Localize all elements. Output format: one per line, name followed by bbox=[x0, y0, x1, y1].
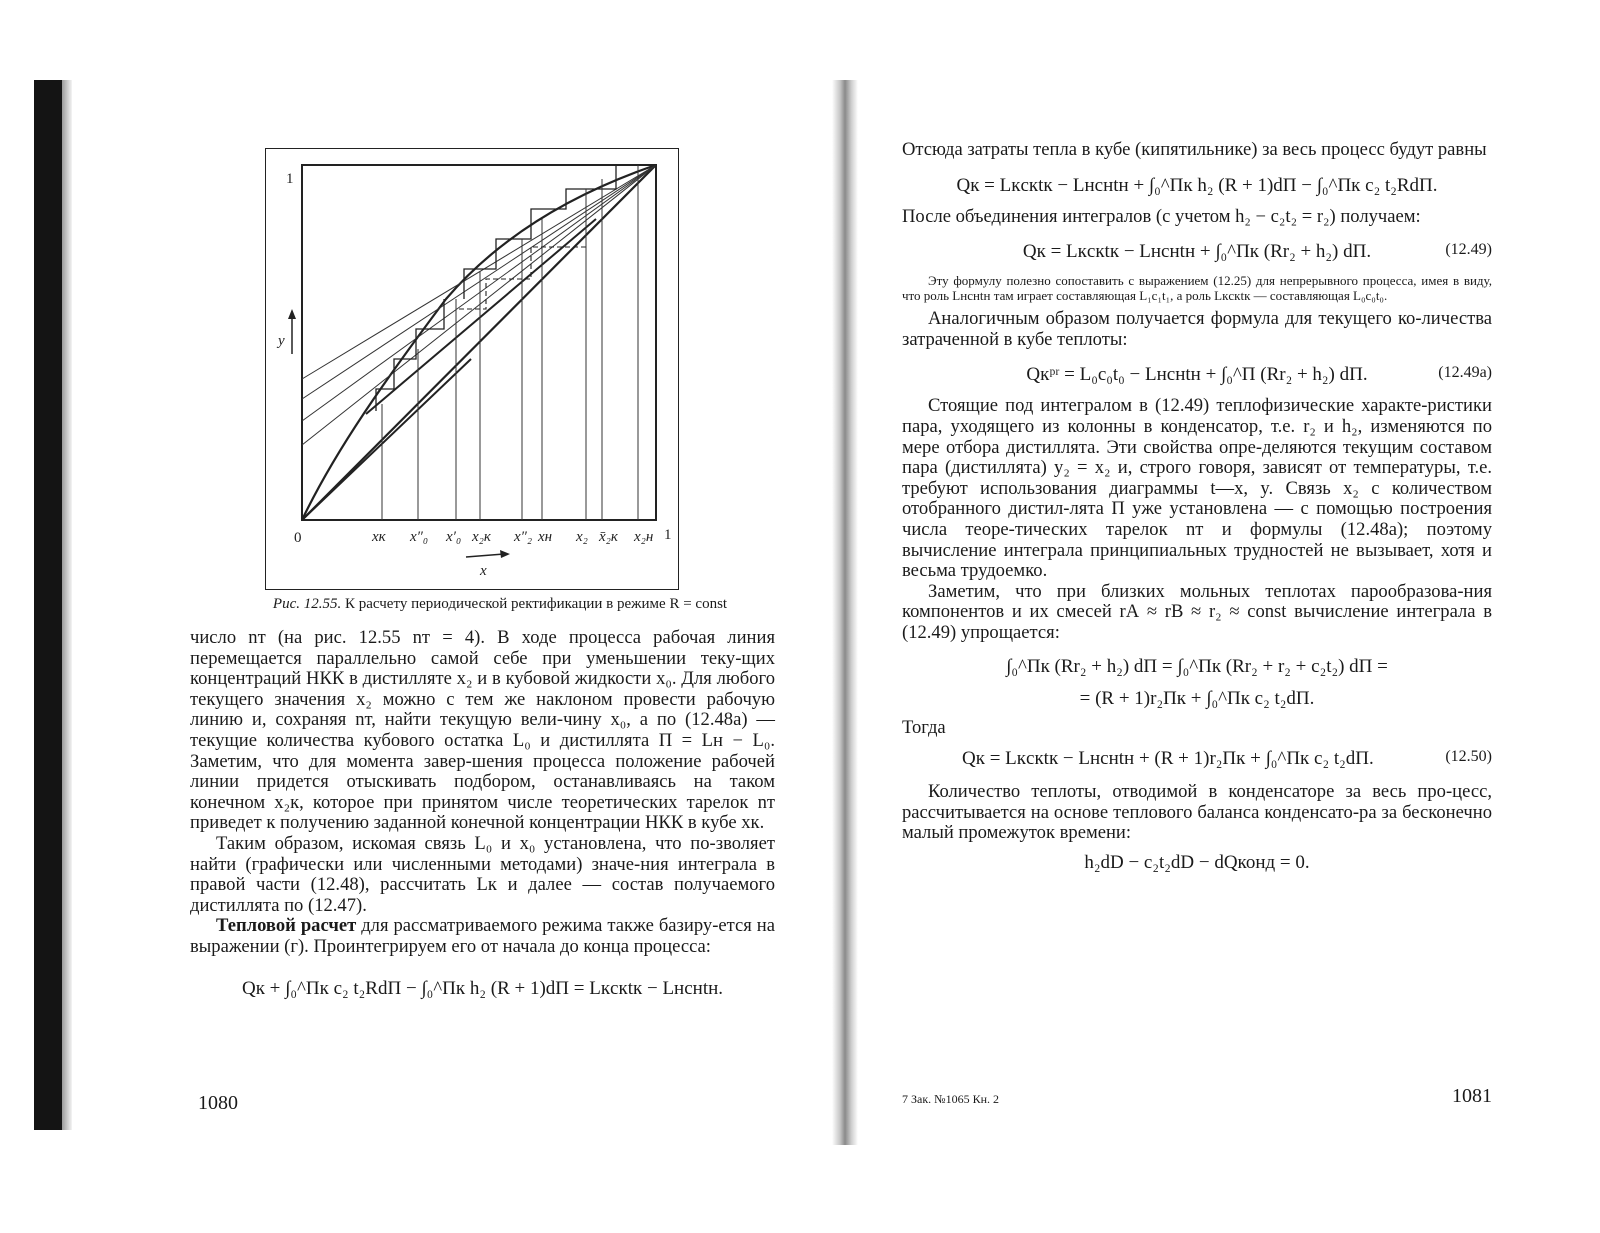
tick-label-x2k-bar: x̄₂к bbox=[599, 529, 618, 545]
x-axis-arrow bbox=[466, 554, 504, 557]
left-paragraph-2: Таким образом, искомая связь L₀ и x₀ установлена, что по-зволяет найти (графически или численными методами) значе-ния интеграла в правой части (12.48), рассчитать Lк и далее — состав получаемого дистиллята по (12.47). bbox=[190, 832, 775, 916]
working-line-bold-1 bbox=[302, 359, 471, 520]
figure-caption bbox=[210, 596, 790, 613]
working-line-4 bbox=[302, 165, 656, 445]
formula-12-49-row bbox=[902, 241, 1492, 263]
step-construction-upper bbox=[464, 165, 656, 299]
book-gutter bbox=[832, 80, 858, 1145]
working-line-bold-2 bbox=[366, 219, 596, 414]
x-axis-label: x bbox=[480, 563, 487, 579]
right-paragraph-2: После объединения интегралов (с учетом h₂ − c₂t₂ = r₂) получаем: bbox=[902, 205, 1421, 227]
y-arrow-head bbox=[288, 309, 296, 319]
formula-12-49a: Qкᵖʳ = L₀c₀t₀ − Lнcнtн + ∫₀^П (Rr₂ + h₂) dП. bbox=[1026, 364, 1368, 386]
eq-number-12-49: (12.49) bbox=[1445, 241, 1492, 259]
vertical-drop-lines bbox=[382, 165, 638, 520]
tick-label-x0-dd: x″₀ bbox=[410, 529, 429, 545]
mccabe-thiele-diagram bbox=[266, 149, 678, 589]
formula-12-49: Qк = Lкcкtк − Lнcнtн + ∫₀^Пк (Rr₂ + h₂) dП. bbox=[1022, 241, 1372, 263]
right-paragraph-1: Отсюда затраты тепла в кубе (кипятильнике) за весь процесс будут равны bbox=[902, 139, 1487, 160]
y-top-label: 1 bbox=[286, 171, 294, 187]
left-body-text bbox=[190, 628, 775, 1000]
footnote-text: Эту формулу полезно сопоставить с выражением (12.25) для непрерывного процесса, имея в виду, что роль Lнcнtн там играет составляющая L₁c₁t₁, а роль Lкcкtк — составляющая L₀c₀t₀. bbox=[902, 273, 1492, 304]
x-arrow-head bbox=[500, 550, 510, 558]
left-page bbox=[190, 140, 790, 1130]
tick-label-x2: x₂ bbox=[576, 529, 588, 545]
formula-12-49a-row bbox=[902, 364, 1492, 386]
working-line-1 bbox=[302, 165, 656, 379]
tick-label-xk: xк bbox=[372, 529, 386, 545]
tick-label-xn: xн bbox=[538, 529, 553, 545]
right-page bbox=[902, 140, 1492, 1130]
bold-rest: для рассматриваемого режима также базиру-ется на выражении (г). Проинтегрируем его от начала до конца процесса: bbox=[190, 915, 775, 957]
figure-frame bbox=[265, 148, 679, 590]
left-paragraph-3 bbox=[190, 916, 775, 957]
formula-12-50-row bbox=[902, 748, 1492, 770]
footer-signature: 7 Зак. №1065 Кн. 2 bbox=[902, 1092, 1000, 1106]
formula-qk-1: Qк = Lкcкtк − Lнcнtн + ∫₀^Пк h₂ (R + 1)dП − ∫₀^Пк c₂ t₂RdП. bbox=[956, 174, 1438, 196]
right-paragraph-tog: Тогда bbox=[902, 716, 946, 738]
tick-label-x2k: x₂к bbox=[472, 529, 491, 545]
tick-label-x2n: x₂н bbox=[634, 529, 654, 545]
x-end-label: 1 bbox=[664, 527, 672, 543]
right-paragraph-3: Аналогичным образом получается формула для текущего ко-личества затраченной в кубе теплоты: bbox=[902, 308, 1492, 350]
working-line-2 bbox=[302, 165, 656, 399]
left-formula: Qк + ∫₀^Пк c₂ t₂RdП − ∫₀^Пк h₂ (R + 1)dП = Lкcкtк − Lнcнtн. bbox=[241, 977, 724, 999]
formula-12-50: Qк = Lкcкtк − Lнcнtн + (R + 1)r₂Пк + ∫₀^Пк c₂ t₂dП. bbox=[962, 748, 1374, 770]
scan-edge-shadow bbox=[62, 80, 72, 1130]
formula-integral-b: = (R + 1)r₂Пк + ∫₀^Пк c₂ t₂dП. bbox=[1079, 687, 1315, 709]
page-number-right: 1081 bbox=[1452, 1085, 1492, 1107]
bold-lead: Тепловой расчет bbox=[216, 915, 357, 937]
page-number-left: 1080 bbox=[198, 1092, 238, 1114]
right-paragraph-5: Заметим, что при близких мольных теплотах парообразова-ния компонентов и их смесей rА ≈ rВ ≈ r₂ ≈ const вычисление интеграла в (12.49) упрощается: bbox=[902, 580, 1492, 643]
left-paragraph-1: число nт (на рис. 12.55 nт = 4). В ходе процесса рабочая линия перемещается параллельно самой себе при уменьшении теку-щих концентраций НКК в дистилляте x₂ и в кубовой жидкости x₀. Для любого текущего значения x₂ можно с тем же наклоном провести рабочую линию и, сохраняя nт, найти текущую вели-чину x₀, а по (12.48а) — текущие количества кубового остатка L₀ и дистиллята П = Lн − L₀. Заметим, что для момента завер-шения процесса положение рабочей линии придется отыскивать подбором, останавливаясь на таком конечном x₂к, которое при принятом числе теоретических тарелок nт приведет к получению заданной конечной концентрации НКК в кубе xк. bbox=[190, 627, 775, 834]
tick-label-x0-d: x′₀ bbox=[446, 529, 462, 545]
caption-text: К расчету периодической ректификации в режиме R = const bbox=[341, 596, 728, 612]
diagonal-line bbox=[302, 165, 656, 520]
tick-label-x2-dd: x″₂ bbox=[514, 529, 533, 545]
right-paragraph-4: Стоящие под интегралом в (12.49) теплофизические характе-ристики пара, уходящего из колонны в конденсатор, т.е. r₂ и h₂, изменяются по мере отбора дистиллята. Эти свойства опре-деляются текущим составом пара (дистиллята) y₂ = x₂ и, строго говоря, зависят от температуры, т.е. требуют использования диаграммы t—x, y. Связь x₂ с количеством отобранного дистил-лята П уже установлена — с помощью построения числа теоре-тических тарелок nт и формулы (12.48а); поэтому вычисление интеграла принципиальных трудностей не вызывает, хотя и весьма трудоемко. bbox=[902, 395, 1492, 582]
eq-number-12-50: (12.50) bbox=[1445, 748, 1492, 766]
y-axis-label: y bbox=[278, 333, 285, 349]
scan-dark-edge bbox=[34, 80, 62, 1130]
caption-number: Рис. 12.55. bbox=[272, 596, 342, 612]
right-paragraph-7: Количество теплоты, отводимой в конденсаторе за весь про-цесс, рассчитывается на основе теплового баланса конденсато-ра за бесконечно малый промежуток времени: bbox=[902, 781, 1492, 844]
eq-number-12-49a: (12.49а) bbox=[1438, 364, 1492, 382]
formula-condenser: h₂dD − c₂t₂dD − dQконд = 0. bbox=[1084, 851, 1310, 873]
origin-label: 0 bbox=[294, 530, 302, 546]
working-line-3 bbox=[302, 165, 656, 421]
formula-integral-a: ∫₀^Пк (Rr₂ + h₂) dП = ∫₀^Пк (Rr₂ + r₂ + c₂t₂) dП = bbox=[1006, 655, 1388, 677]
